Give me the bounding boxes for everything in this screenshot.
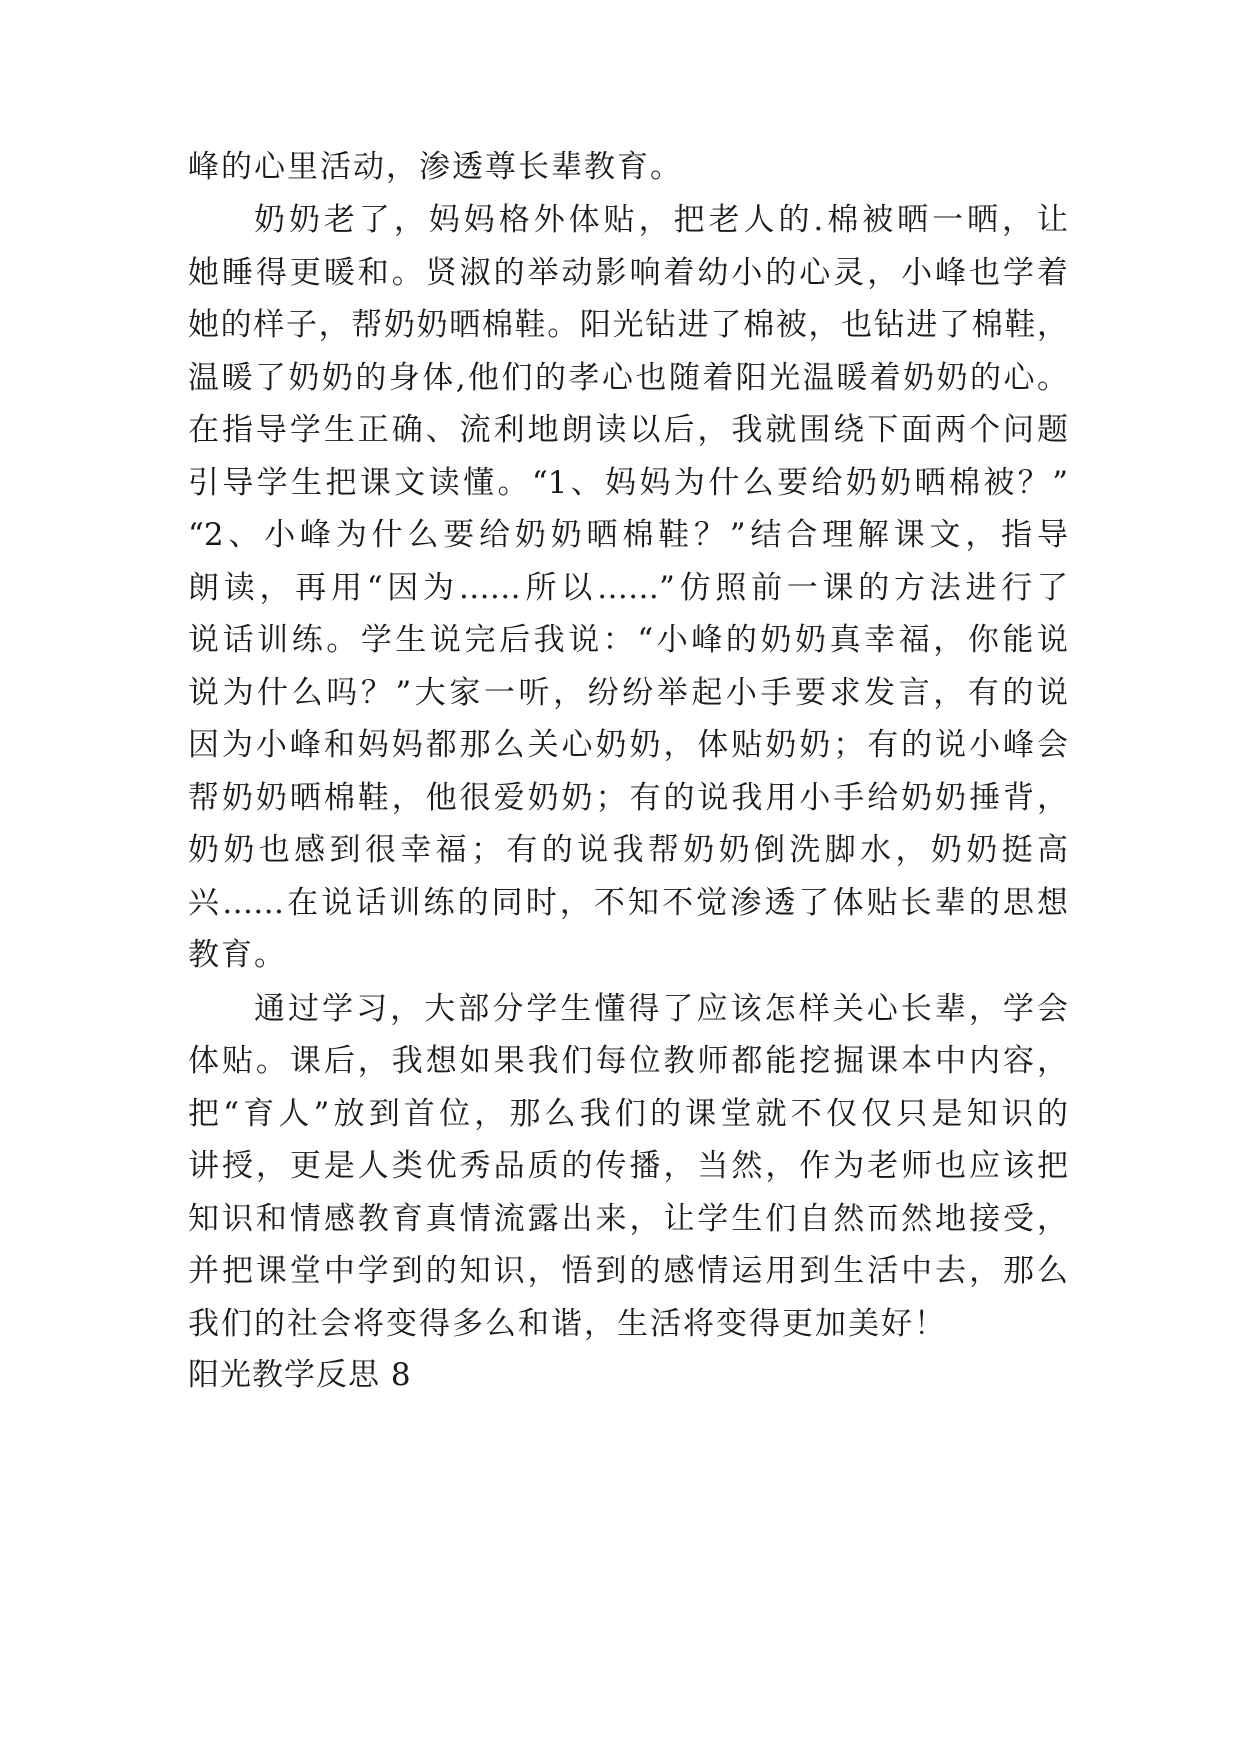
text-line: 帮奶奶晒棉鞋，他很爱奶奶；有的说我用小手给奶奶捶背， — [188, 780, 1068, 816]
text-line: 因为小峰和妈妈都那么关心奶奶，体贴奶奶；有的说小峰会 — [188, 727, 1068, 763]
text-line: 体贴。课后，我想如果我们每位教师都能挖掘课本中内容， — [188, 1043, 1068, 1079]
text-line: 我们的社会将变得多么和谐，生活将变得更加美好！ — [188, 1306, 947, 1342]
text-line: 兴……在说话训练的同时，不知不觉渗透了体贴长辈的思想 — [188, 885, 1068, 921]
text-line: 并把课堂中学到的知识，悟到的感情运用到生活中去，那么 — [188, 1253, 1068, 1289]
text-line: 她睡得更暖和。贤淑的举动影响着幼小的心灵，小峰也学着 — [188, 255, 1068, 291]
paragraph-first-line: 奶奶老了，妈妈格外体贴，把老人的.棉被晒一晒，让 — [254, 202, 1068, 238]
text-line: “2、小峰为什么要给奶奶晒棉鞋？”结合理解课文，指导 — [188, 517, 1068, 553]
text-line: 在指导学生正确、流利地朗读以后，我就围绕下面两个问题 — [188, 412, 1068, 448]
text-line: 峰的心里活动，渗透尊长辈教育。 — [188, 149, 683, 185]
text-line: 温暖了奶奶的身体,他们的孝心也随着阳光温暖着奶奶的心。 — [188, 360, 1068, 396]
text-line: 奶奶也感到很幸福；有的说我帮奶奶倒洗脚水，奶奶挺高 — [188, 832, 1068, 868]
text-line: 她的样子，帮奶奶晒棉鞋。阳光钻进了棉被，也钻进了棉鞋， — [188, 307, 1068, 343]
text-line: 教育。 — [188, 937, 287, 973]
paragraph-first-line: 通过学习，大部分学生懂得了应该怎样关心长辈，学会 — [254, 991, 1068, 1027]
text-line: 引导学生把课文读懂。“1、妈妈为什么要给奶奶晒棉被？” — [188, 465, 1068, 501]
text-line: 知识和情感教育真情流露出来，让学生们自然而然地接受， — [188, 1201, 1068, 1237]
text-line: 说话训练。学生说完后我说：“小峰的奶奶真幸福，你能说 — [188, 622, 1068, 658]
text-line: 朗读，再用“因为……所以……”仿照前一课的方法进行了 — [188, 570, 1068, 606]
section-heading: 阳光教学反思 8 — [188, 1357, 412, 1393]
text-line: 讲授，更是人类优秀品质的传播，当然，作为老师也应该把 — [188, 1148, 1068, 1184]
text-line: 说为什么吗？”大家一听，纷纷举起小手要求发言，有的说 — [188, 675, 1068, 711]
text-line: 把“育人”放到首位，那么我们的课堂就不仅仅只是知识的 — [188, 1096, 1068, 1132]
